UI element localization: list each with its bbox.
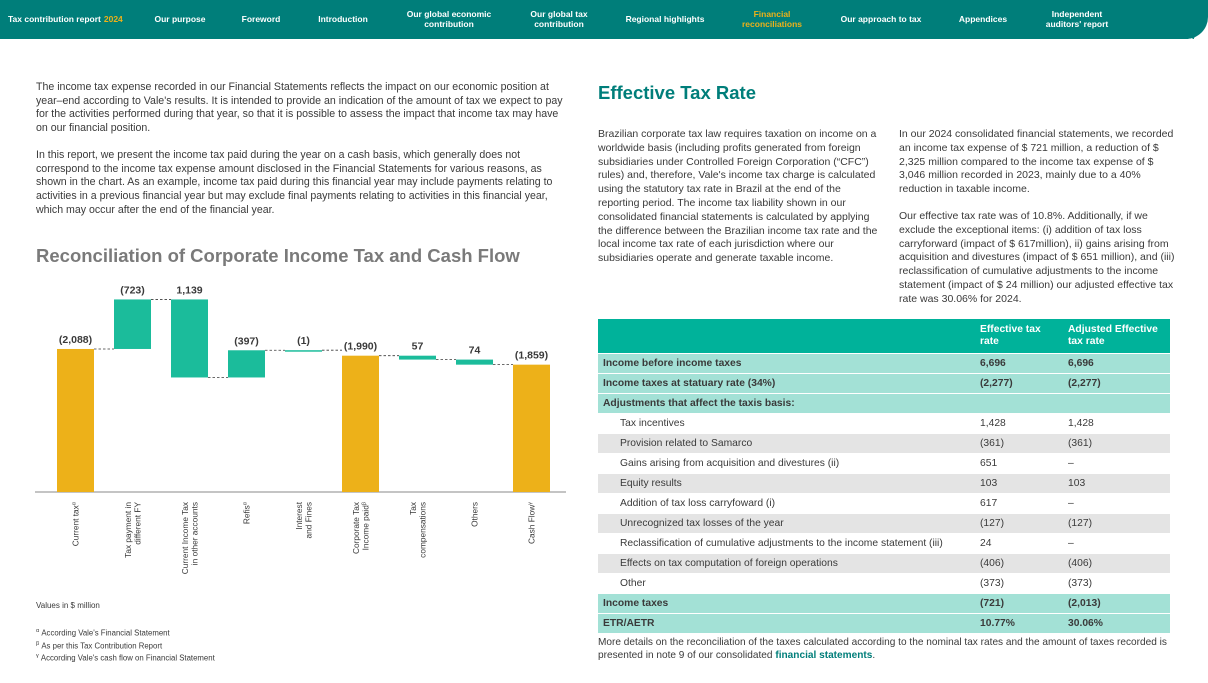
nav-report-year: 2024 [103,13,123,24]
table-row: Adjustments that affect the taxis basis: [598,394,1170,414]
table-row: Unrecognized tax losses of the year (127) (127) [598,514,1170,534]
etr-text-column-2 [899,128,1177,320]
bar-value-label: (397) [234,335,259,348]
waterfall-bar [456,360,493,365]
page-number: 24 [1182,30,1195,42]
chart-footnotes [36,626,215,664]
table-row: Tax incentives 1,428 1,428 [598,414,1170,434]
intro-paragraph-1: The income tax expense recorded in our Financial Statements reflects the impact on our economic position at year–end according to Vale's results. It is intended to provide an indication of the amount of tax we expect to pay for the activities performed during that year, so that it is possible to assess the impact that income tax may have on our financial position. [36,81,563,135]
nav-approach-to-tax[interactable]: Our approach to tax [840,13,922,24]
table-row: ETR/AETR 10.77% 30.06% [598,614,1170,634]
bar-value-label: (2,088) [58,333,93,346]
waterfall-chart [0,270,590,600]
waterfall-bar [285,350,322,352]
nav-report-home[interactable] [8,0,133,39]
financial-statements-link[interactable]: financial statements [775,650,873,661]
nav-global-tax-contribution[interactable]: Our global tax contribution [530,8,588,29]
intro-paragraph-2: In this report, we present the income tax paid during the year on a cash basis, which generally does not correspond to the income tax expense amount disclosed in the Financial Statements for various reasons, as shown in the chart. As an example, income tax paid during this financial year may include payments relating to activities in a previous financial year but may exclude final payments relating to activities in this financial year, which may occur after the end of the financial year. [36,148,553,216]
category-label: Current tax$^\alpha$ [70,502,81,547]
chart-units: Values in $ million [36,601,100,610]
nav-regional-highlights[interactable]: Regional highlights [625,13,705,24]
table-header-label [598,319,975,354]
nav-report-label: Tax contribution report [8,13,101,24]
nav-independent-auditors-report[interactable]: Independent auditors' report [1045,8,1109,29]
waterfall-bar [342,356,379,492]
table-row: Income before income taxes 6,696 6,696 [598,354,1170,374]
bar-value-label: (723) [120,284,145,297]
footnote-beta: $^\beta$ As per this Tax Contribution Report [36,640,163,651]
table-row: Gains arising from acquisition and divestures (ii) 651 – [598,454,1170,474]
top-navigation [0,0,1208,39]
category-label: Cash Flow$^\gamma$ [526,502,537,544]
chart-title: Reconciliation of Corporate Income Tax and Cash Flow [36,245,520,266]
nav-our-purpose[interactable]: Our purpose [154,13,206,24]
etr-table [598,319,1170,634]
table-row: Income taxes at statuary rate (34%) (2,277) (2,277) [598,374,1170,394]
bar-value-label: (1,859) [514,349,549,362]
intro-text [36,81,564,230]
footnote-gamma: $^\gamma$ According Vale's cash flow on Financial Statement [36,653,215,663]
nav-foreword[interactable]: Foreword [241,13,281,24]
etr-title: Effective Tax Rate [598,82,756,103]
nav-appendices[interactable]: Appendices [958,13,1008,24]
table-header-etr: Effective tax rate [975,319,1063,354]
bar-value-label: 1,139 [176,284,203,297]
waterfall-bar [228,350,265,377]
footnote-alpha: $^\alpha$ According Vale's Financial Statement [36,628,170,638]
table-row: Equity results 103 103 [598,474,1170,494]
etr-text-column-1: Brazilian corporate tax law requires taxation on income on a worldwide basis (including profits generated from foreign subsidiaries under Controlled Foreign Corporation (“CFC”) rules) and, therefore, Vale's income tax charge is calculated using the statutory tax rate in Brazil at the end of the reporting period. The income tax liability shown in our consolidated financial statements is calculated by applying the difference between the Brazilian income tax rate and the local income tax rate of each jurisdiction where our subsidiaries operate and generate taxable income. [598,128,878,265]
more-details-note: More details on the reconciliation of the taxes calculated according to the nominal tax rates and the amount of taxes recorded is presented in note 9 of our consolidated financial statements. [598,637,1167,661]
category-label: Tax payment indifferent FY [122,502,143,558]
table-header-row [598,319,1170,354]
table-row: Provision related to Samarco (361) (361) [598,434,1170,454]
category-label: Taxcompensations [407,502,428,558]
bar-value-label: (1) [297,335,310,348]
waterfall-bar [513,365,550,492]
nav-financial-reconciliations[interactable]: Financial reconciliations [742,8,802,29]
bar-value-label: (1,990) [343,340,378,353]
etr-paragraph-1: In our 2024 consolidated financial statements, we recorded an income tax expense of $ 721 million, a reduction of $ 2,325 million compared to the income tax expense of $ 3,046 million recorded in 2023, mainly due to a 40% reduction in taxable income. [899,128,1174,196]
waterfall-bar [399,356,436,360]
table-header-aetr: Adjusted Effective tax rate [1063,319,1170,354]
category-label: Current Income Taxin other accounts [179,502,200,575]
bar-value-label: 74 [468,344,481,357]
table-row: Reclassification of cumulative adjustments to the income statement (iii) 24 – [598,534,1170,554]
table-row: Addition of tax loss carryfoward (i) 617 – [598,494,1170,514]
waterfall-bar [171,299,208,377]
category-label: Others [469,502,480,527]
etr-paragraph-2: Our effective tax rate was of 10.8%. Additionally, if we exclude the exceptional items: (i) addition of tax loss carryforward (impact of $ 617million), ii) gains arising from acquisition and divestures (impact of $ 651 million), and (iii) reclassification of cumulative adjustments to the income statement (impact of $ 24 million) our adjusted effective tax rate was 30.06% for 2024. [899,209,1175,305]
nav-introduction[interactable]: Introduction [318,13,368,24]
nav-global-economic-contribution[interactable]: Our global economic contribution [406,8,492,29]
table-row: Other (373) (373) [598,574,1170,594]
category-label: Refis$^\alpha$ [241,502,252,525]
table-row: Effects on tax computation of foreign operations (406) (406) [598,554,1170,574]
waterfall-bar [57,349,94,492]
category-label: Corporate TaxIncome paid$^\beta$ [350,502,371,554]
waterfall-bar [114,299,151,349]
table-row: Income taxes (721) (2,013) [598,594,1170,614]
category-label: Interestand Fines [293,502,314,539]
bar-value-label: 57 [411,340,424,353]
